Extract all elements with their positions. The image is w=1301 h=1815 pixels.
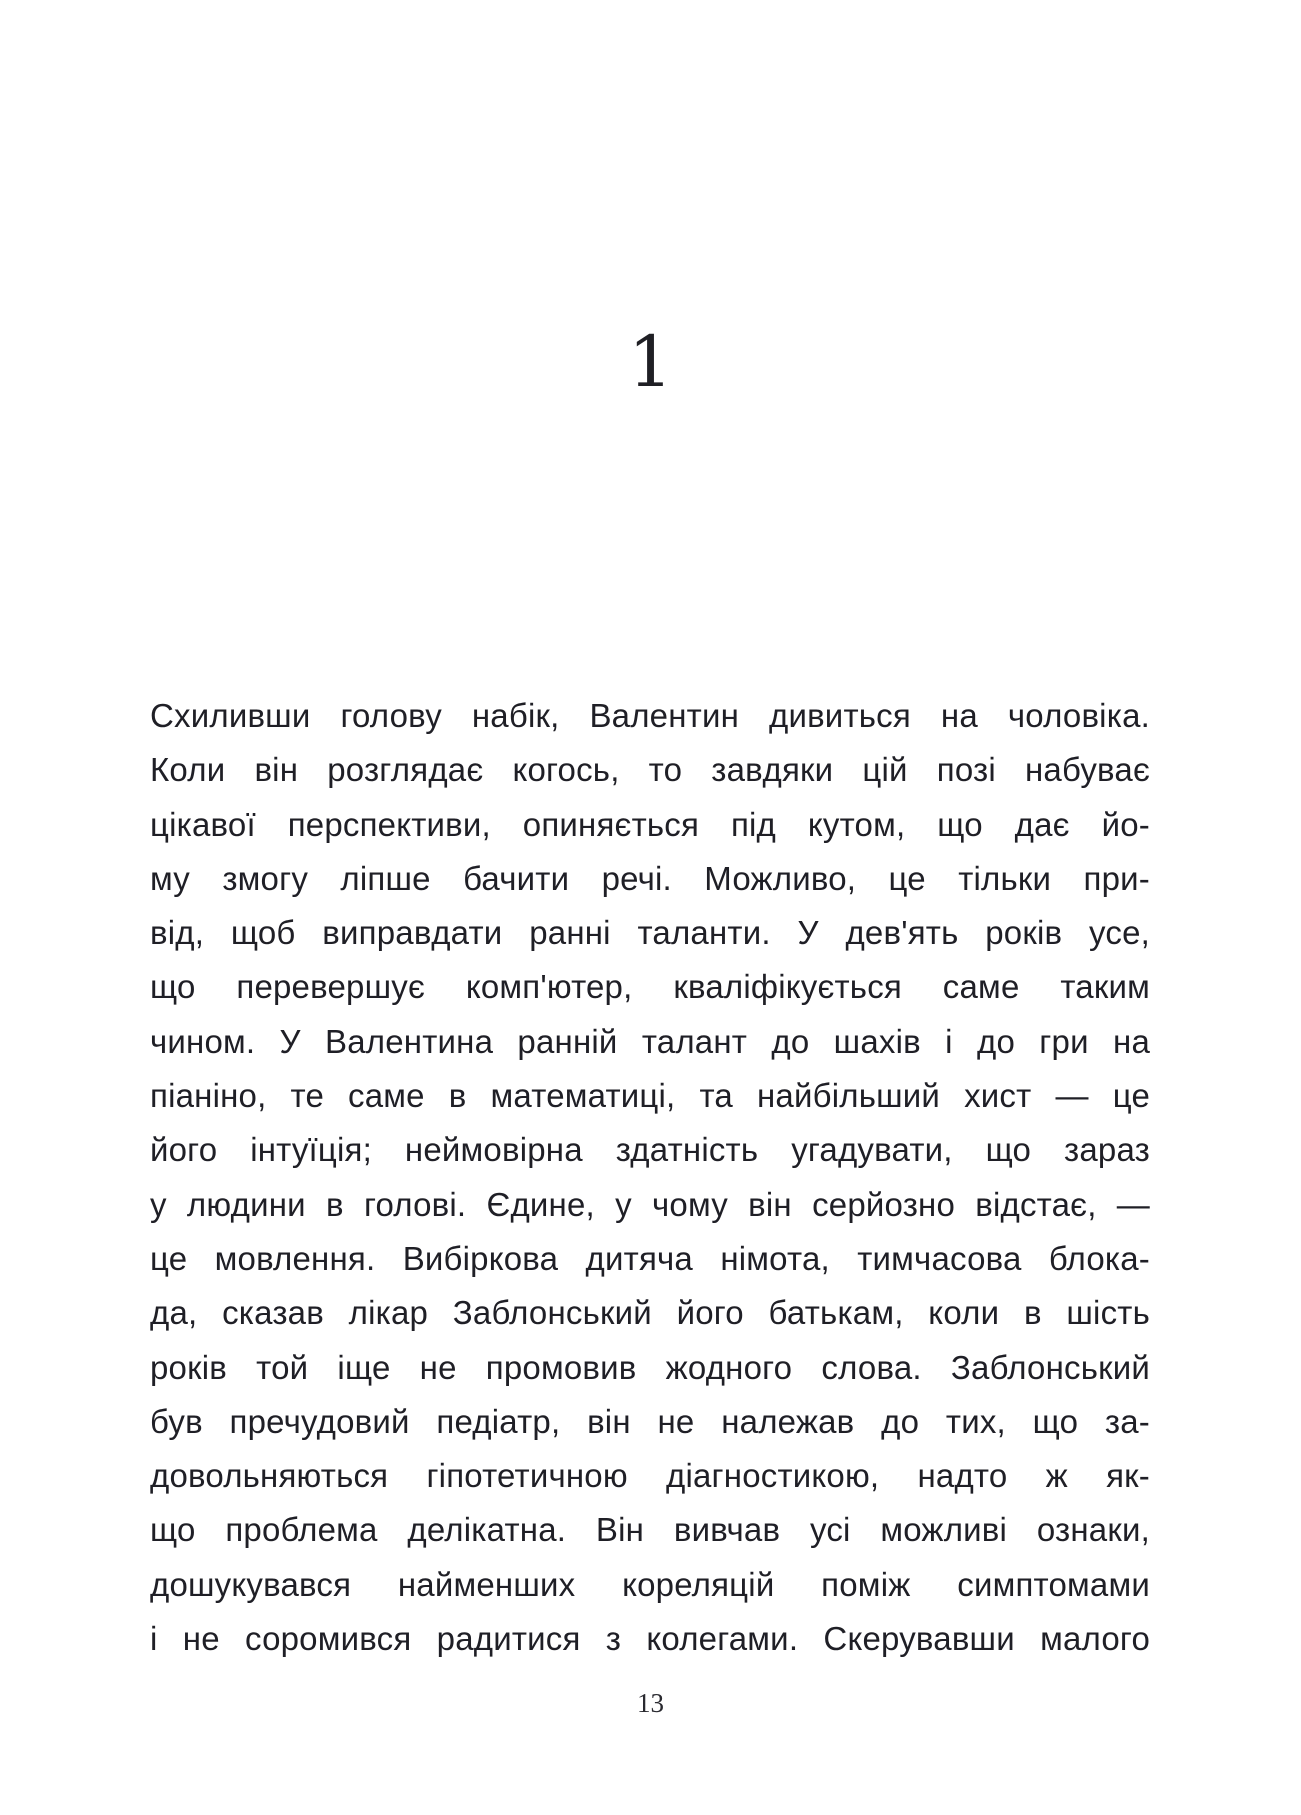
- text-line: від, щоб виправдати ранні таланти. У дев'ять років усе,: [150, 914, 1150, 952]
- text-line: цікавої перспективи, опиняється під кутом, що дає йо-: [150, 805, 1150, 843]
- text-line: що проблема делікатна. Він вивчав усі можливі ознаки,: [150, 1511, 1150, 1549]
- text-line: і не соромився радитися з колегами. Скерувавши малого: [150, 1620, 1150, 1658]
- text-line: це мовлення. Вибіркова дитяча німота, тимчасова блока-: [150, 1239, 1150, 1277]
- text-line: дошукувався найменших кореляцій поміж симптомами: [150, 1565, 1150, 1603]
- text-line: його інтуїція; неймовірна здатність угадувати, що зараз: [150, 1131, 1150, 1169]
- text-line: років той іще не промовив жодного слова. Заблонський: [150, 1348, 1150, 1386]
- text-line: був пречудовий педіатр, він не належав до тих, що за-: [150, 1402, 1150, 1440]
- body-paragraph: [150, 689, 1150, 1666]
- text-line: піаніно, те саме в математиці, та найбільший хист — це: [150, 1077, 1150, 1115]
- chapter-number: 1: [628, 321, 673, 403]
- text-line: Схиливши голову набік, Валентин дивиться на чоловіка.: [150, 697, 1150, 734]
- text-line: що перевершує комп'ютер, кваліфікується саме таким: [150, 968, 1150, 1006]
- text-line: у людини в голові. Єдине, у чому він серйозно відстає, —: [150, 1185, 1150, 1223]
- text-line: чином. У Валентина ранній талант до шахів і до гри на: [150, 1022, 1150, 1060]
- text-line: да, сказав лікар Заблонський його батькам, коли в шість: [150, 1294, 1150, 1332]
- page-number: 13: [637, 1688, 664, 1718]
- text-line: Коли він розглядає когось, то завдяки цій позі набуває: [150, 751, 1150, 789]
- text-line: довольняються гіпотетичною діагностикою, надто ж як-: [150, 1457, 1150, 1495]
- text-line: му змогу ліпше бачити речі. Можливо, це тільки при-: [150, 859, 1150, 897]
